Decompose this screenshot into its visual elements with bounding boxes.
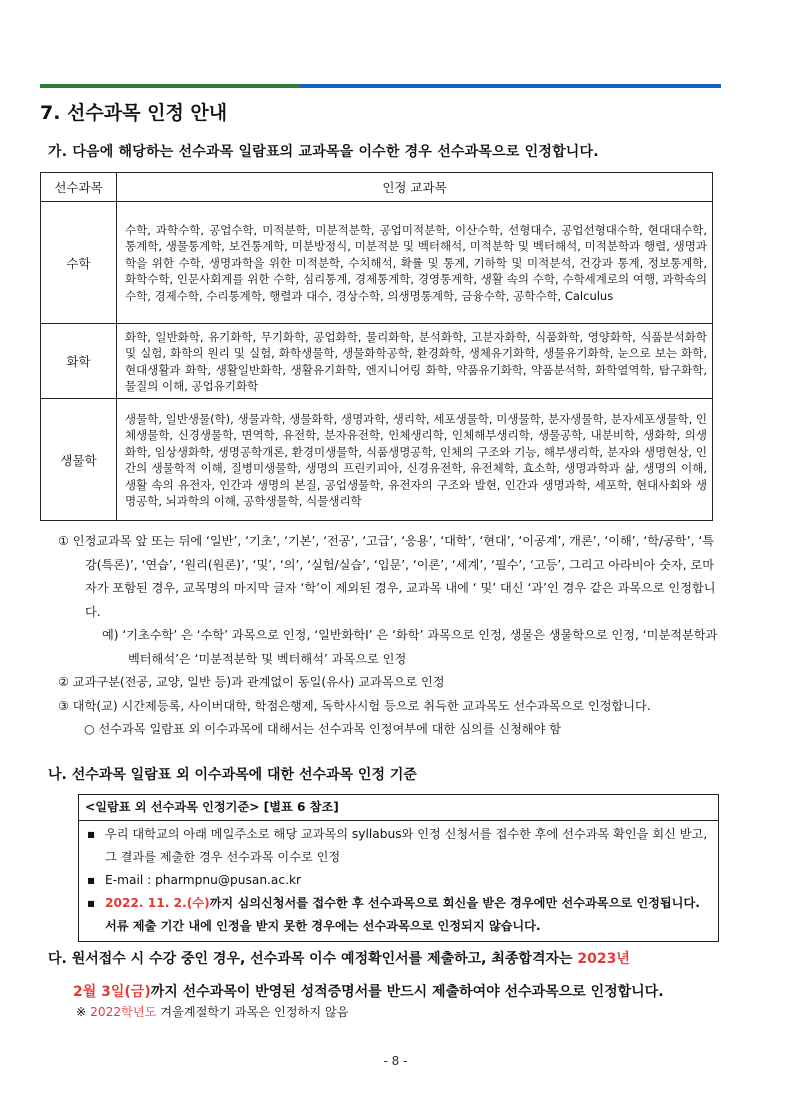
- bullet-icon: ▪: [87, 896, 96, 910]
- page-number: - 8 -: [383, 1054, 408, 1068]
- cell-subject: 화학: [41, 324, 117, 399]
- cell-courses: 생물학, 일반생물(학), 생물과학, 생물화학, 생명과학, 생리학, 세포생물학, 미생물학, 분자생물학, 분자세포생물학, 인체생물학, 신경생물학, 면역학, 유전학, 분자유전학, 인체생리학, 인체해부생리학, 생물공학, 내분비학, 생화학, 의생화학, 임상생화학, 생명공학개론, 환경미생물학, 식품생명공학, 인체의 구조와 기능, 해부생리학, 분자와 생명현상, 인간의 생물학적 이해, 질병미생물학, 생명의 프린키피아, 신경유전학, 유전체학, 효소학, 생명과학과 삶, 생명의 이해, 생활 속의 유전자, 인간과 생명의 본질, 공업생물학, 유전자의 구조와 발현, 인간과 생명과학, 세포학, 현대사회와 생명공학, 뇌과학의 이해, 공학생물학, 식물생리학: [117, 399, 713, 521]
- subsection-ga-heading: 가. 다음에 해당하는 선수과목 일람표의 교과목을 이수한 경우 선수과목으로 인정합니다.: [48, 144, 599, 160]
- note-year: 2022학년도: [90, 1005, 157, 1019]
- da-text-part1: 다. 원서접수 시 수강 중인 경우, 선수과목 이수 예정확인서를 제출하고, 최종합격자는: [48, 951, 578, 967]
- notes-list: [58, 530, 723, 742]
- cell-subject: 수학: [41, 202, 117, 324]
- da-date: 2월 3일(금): [73, 984, 151, 1000]
- winter-session-note: [76, 1003, 349, 1020]
- email-text: E-mail : pharmpnu@pusan.ac.kr: [105, 873, 302, 887]
- header-courses: 인정 교과목: [117, 173, 713, 202]
- criteria-item-3: [79, 892, 718, 938]
- criteria-item-text: 우리 대학교의 아래 메일주소로 해당 교과목의 syllabus와 인정 신청서를 접수한 후에 선수과목 확인을 회신 받고, 그 결과를 제출한 경우 선수과목 이수로 인정: [105, 827, 708, 864]
- top-rule: [40, 84, 721, 88]
- criteria-item-text: 까지 심의신청서를 접수한 후 선수과목으로 회신을 받은 경우에만 선수과목으로 인정됩니다. 서류 제출 기간 내에 인정을 받지 못한 경우에는 선수과목으로 인정되지 않습니다.: [105, 896, 700, 933]
- cell-courses: 수학, 과학수학, 공업수학, 미적분학, 미분적분학, 공업미적분학, 이산수학, 선형대수, 공업선형대수학, 현대대수학, 통계학, 생물통계학, 보건통계학, 미분방정식, 미분적분 및 벡터해석, 미적분학 및 벡터해석, 미적분학과 행렬, 생명과학을 위한 수학, 생명과학을 위한 미적분학, 수치해석, 확률 및 통계, 기하학 및 미적분석, 건강과 통계, 정보통계학, 화학수학, 인문사회계를 위한 수학, 심리통계, 경제통계학, 경영통계학, 생활 속의 수학, 수학세계로의 여행, 과학속의 수학, 경제수학, 수리통계학, 행렬과 대수, 경상수학, 의생명통계학, 금융수학, 공학수학, Calculus: [117, 202, 713, 324]
- bullet-icon: ▪: [87, 827, 96, 841]
- criteria-box: [78, 794, 719, 942]
- section-title: 7. 선수과목 인정 안내: [40, 102, 228, 124]
- table-row-math: [41, 202, 713, 324]
- subsection-da-heading: [48, 943, 728, 1009]
- note-1: ① 인정교과목 앞 또는 뒤에 ‘일반’, ‘기초’, ‘기본’, ‘전공’, ‘고급’, ‘응용’, ‘대학’, ‘현대’, ‘이공계’, 개론’, ‘이해’, ‘학/공학’, ‘특강(특론)’, ‘연습’, ‘원리(원론)’, ‘및’, ‘의’, ‘실험/실습’, ‘입문’, ‘이론’, ‘세계’, ‘필수’, ‘고등’, 그리고 아라비아 숫자, 로마자가 포함된 경우, 교목명의 마지막 글자 ‘학’이 제외된 경우, 교과목 내에 ‘ 및’ 대신 ‘과’인 경우 같은 과목으로 인정합니다.: [58, 534, 716, 619]
- criteria-box-title: <일람표 외 선수과목 인정기준> [별표 6 참조]: [79, 795, 718, 821]
- subsection-na-heading: 나. 선수과목 일람표 외 이수과목에 대한 선수과목 인정 기준: [48, 767, 417, 783]
- table-row-chemistry: [41, 324, 713, 399]
- header-subject: 선수과목: [41, 173, 117, 202]
- note-text: 겨울계절학기 과목은 인정하지 않음: [156, 1005, 349, 1019]
- note-3: ③ 대학(교) 시간제등록, 사이버대학, 학점은행제, 독학사시험 등으로 취득한 교과목도 선수과목으로 인정합니다.: [58, 698, 651, 713]
- reference-mark: ※: [76, 1005, 91, 1019]
- prerequisite-table: [40, 172, 713, 521]
- top-rule-green: [40, 84, 300, 88]
- note-example: 예) ‘기초수학’ 은 ‘수학’ 과목으로 인정, ‘일반화학Ⅰ’ 은 ‘화학’ 과목으로 인정, 생물은 생물학으로 인정, ‘미분적분학과 벡터해석’은 ‘미분적분학 및 벡터해석’ 과목으로 인정: [102, 628, 718, 666]
- table-header-row: [41, 173, 713, 202]
- note-4: ○ 선수과목 일람표 외 이수과목에 대해서는 선수과목 인정여부에 대한 심의를 신청해야 함: [84, 722, 562, 736]
- da-year: 2023년: [577, 951, 630, 967]
- criteria-item-2: [79, 869, 718, 892]
- note-2: ② 교과구분(전공, 교양, 일반 등)과 관계없이 동일(유사) 교과목으로 인정: [58, 675, 445, 689]
- cell-subject: 생물학: [41, 399, 117, 521]
- table-row-biology: [41, 399, 713, 521]
- deadline-date: 2022. 11. 2.(수): [105, 896, 210, 910]
- top-rule-blue: [300, 84, 721, 88]
- bullet-icon: ▪: [87, 873, 96, 887]
- cell-courses: 화학, 일반화학, 유기화학, 무기화학, 공업화학, 물리화학, 분석화학, 고분자화학, 식품화학, 영양화학, 식품분석화학 및 실험, 화학의 원리 및 실험, 화학생물학, 생물화학공학, 환경화학, 생체유기화학, 생물유기화학, 눈으로 보는 화학, 현대생활과 화학, 생활일반화학, 생활유기화학, 엔지니어링 화학, 약품유기화학, 약품분석학, 화학열역학, 탐구화학, 물질의 이해, 공업유기화학: [117, 324, 713, 399]
- da-text-part2: 까지 선수과목이 반영된 성적증명서를 반드시 제출하여야 선수과목으로 인정합니다.: [150, 984, 664, 1000]
- criteria-item-1: [79, 823, 718, 869]
